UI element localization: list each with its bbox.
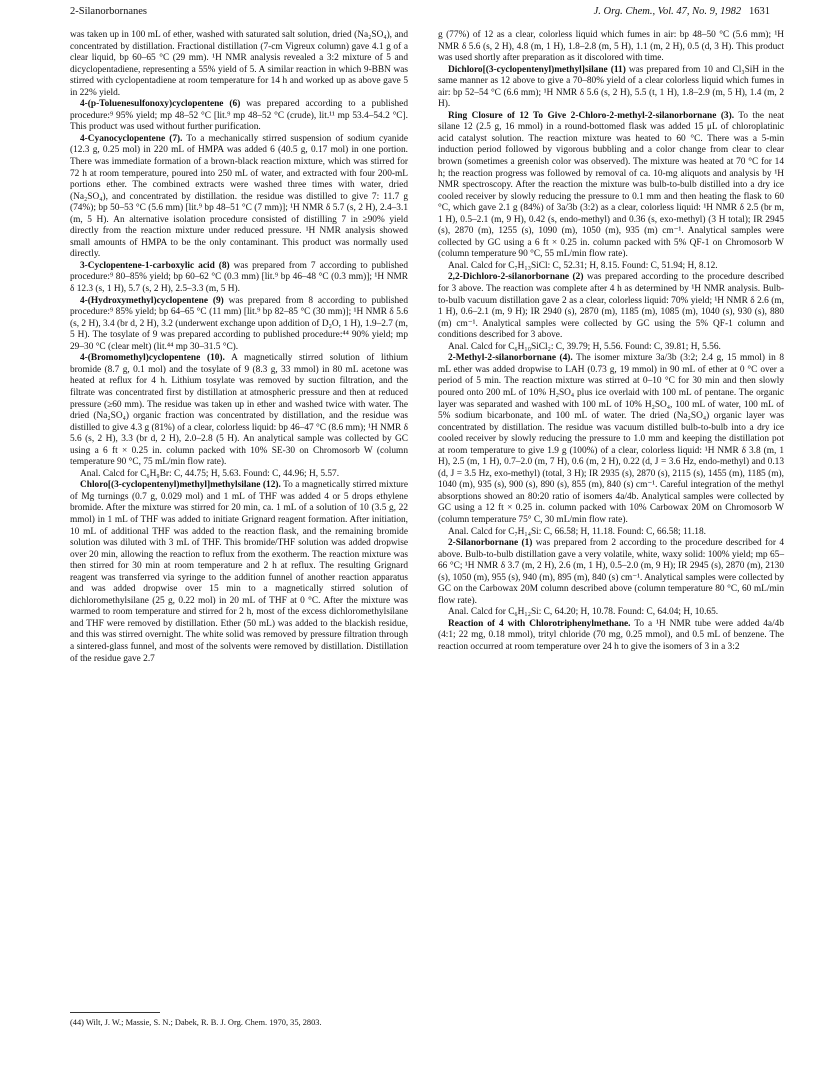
paragraph-text: was prepared from 2 according to the procedure described for 4 above. Bulb-to-bulb distillation gave a very volatile, white, waxy solid: 100% yield; mp 65–66 °C; ¹H NMR δ 3.7 (m, 2 H), 2.6 (m, 1 H), 0.5–2.0 (m, 9 H); IR 2945 (s), 2870 (m), 2130 (s), 1050 (m), 955 (s), 940 (m), 895 (m), 840 (s) cm⁻¹. Analytical samples were collected by GC on the Carbowax 20M column described above (column temperature 80 °C, 60 mL/min flow rate). [438, 538, 785, 606]
left-paragraph [70, 353, 408, 468]
right-paragraph [438, 527, 784, 539]
paragraph-text: Anal. Calcd for C₇H₁₃SiCl: C, 52.31; H, 8.15. Found: C, 51.94; H, 8.12. [448, 260, 718, 271]
right-paragraph [438, 65, 784, 111]
right-paragraph [438, 353, 784, 526]
paragraph-text: The isomer mixture 3a/3b (3:2; 2.4 g, 15 mmol) in 8 mL ether was added dropwise to LAH (0.73 g, 19 mmol) in 90 mL of ether at 0 °C over a period of 5 min. The reaction mixture was stirred at 0–10 °C for 30 min and then slowly poured onto 200 mL of 10% H₂SO₄ plus ice overlaid with 100 mL of pentane. The organic layer was separated and washed with 100 mL of 10% H₂SO₄, 100 mL of water, 100 mL of 5% sodium bicarbonate, and 100 mL of water. The dried (Na₂SO₄) organic layer was concentrated by distillation. The residue was vacuum distilled bulb-to-bulb into a dry ice cooled receiver by slowly reducing the pressure to 1.0 mm and keeping the distillation pot at room temperature to give 1.9 g (100%) of a clear, colorless liquid: ¹H NMR δ 3.8 (m, 1 H), 2.5 (m, 1 H), 0.7–2.0 (m, 7 H), 0.6 (m, 2 H), 0.22 (d, J = 3.6 Hz, endo-methyl) and 0.13 (d, J = 3.5 Hz, exo-methyl) (total, 3 H); IR 2935 (s), 2870 (s), 2115 (s), 1455 (m), 1185 (m), 1040 (m), 935 (s), 900 (s), 890 (s), 855 (m), 840 (s) cm⁻¹. Careful integration of the methyl absorptions showed an 80:20 ratio of isomers 4a/4b. Analytical samples were collected by GC using a 12 ft × 0.25 in. column packed with 10% Carbowax 20M on Chromosorb W (column temperature 75° C, 30 mL/min flow rate). [438, 353, 784, 525]
paragraph-text: Anal. Calcd for C₇H₁₄Si: C, 66.58; H, 11.18. Found: C, 66.58; 11.18. [448, 526, 706, 537]
paragraph-text: Anal. Calcd for C₆H₁₂Si: C, 64.20; H, 10.78. Found: C, 64.04; H, 10.65. [448, 607, 719, 618]
right-paragraph [438, 538, 784, 607]
paragraph-heading: 4-(Bromomethyl)cyclopentene (10). [80, 353, 225, 364]
paragraph-text: was prepared according to the procedure described for 3 above. The reaction was complete after 4 h as determined by ¹H NMR analysis. Bulb-to-bulb vacuum distillation gave 2 as a clear, colorless liquid: 70% yield; ¹H NMR δ 2.6 (m, 1 H), 0.6–2.1 (m, 9 H); IR 2940 (s), 2870 (m), 1185 (m), 1085 (m), 1040 (s), 930 (s), 880 (m) cm⁻¹. Analytical samples were collected by GC using the 5% QF-1 column and conditions described for 3 above. [438, 272, 784, 341]
paragraph-text: To a ¹H NMR tube were added 4a/4b (4:1; 22 mg, 0.18 mmol), trityl chloride (70 mg, 0.25 mmol), and 0.5 mL of benzene. The reaction occurred at room temperature over 24 h to give the isomers of 3 in a 3:2 [438, 618, 784, 652]
journal-citation: J. Org. Chem., Vol. 47, No. 9, 1982 [593, 6, 742, 17]
footnote-rule [70, 1012, 160, 1013]
right-paragraph [438, 607, 784, 619]
left-paragraph [70, 296, 408, 354]
paragraph-text: To a magnetically stirred mixture of Mg turnings (0.7 g, 0.029 mol) and 1 mL of THF was added 4 or 5 drops ethylene bromide. After the mixture was stirred for 20 min, ca. 1 mL of a solution of 10 (3.5 g, 22 mmol) in 1 mL of THF was added to initiate Grignard reagent formation. After initiation, 10 mL of additional THF was added to the reaction flask, and the remaining bromide solution was diluted with 3 mL of THF. This bromide/THF solution was added dropwise over 20 min, allowing the reaction to reflux from the exotherm. The reaction mixture was then stirred for 30 min at room temperature and 2 h at reflux. The resulting Grignard reagent was transferred via syringe to the addition funnel of another reaction apparatus and was added dropwise over 15 min to a magnetically stirred solution of dichloromethylsilane (25 g, 0.22 mol) in 20 mL of THF at 0 °C. After the mixture was warmed to room temperature and stirred for 2 h, most of the excess dichloromethylsilane and THF were removed by distillation. Ether (50 mL) was added to the blackish residue, and this was stirred overnight. The white solid was removed by pressure filtration through a sintered-glass funnel, and most of the solvents were removed by distillation. Distillation of the residue gave 2.7 [70, 480, 408, 664]
left-paragraph [70, 469, 408, 481]
paragraph-text: A magnetically stirred solution of lithium bromide (8.7 g, 0.1 mol) and the tosylate of 9 (8.3 g, 33 mmol) in 80 mL acetone was heated at reflux for 4 h. Lithium tosylate was removed by suction filtration, and the filtrate was concentrated first by distillation at atmospheric pressure and then at reduced pressure (≥60 mm). The residue was taken up in ether and washed twice with water. The dried (Na₂SO₄) organic fraction was concentrated by distillation, and the residue was distilled to give 4.3 g (81%) of a clear, colorless liquid: bp 46–47 °C (8.6 mm); ¹H NMR δ 5.6 (s, 2 H), 3.3 (br d, 2 H), 2.0–2.8 (5 H). An analytical sample was collected by GC using a 6 ft × 0.25 in. column packed with 10% SE-30 on Chromosorb W (column temperature 90 °C, 75 mL/min flow rate). [70, 353, 409, 468]
left-paragraph [70, 480, 408, 665]
page-number: 1631 [749, 6, 770, 17]
left-paragraph [70, 99, 408, 134]
running-header [70, 6, 770, 24]
footnote: (44) Wilt, J. W.; Massie, S. N.; Dabek, R. B. J. Org. Chem. 1970, 35, 2803. [70, 1018, 322, 1027]
paragraph-heading: 3-Cyclopentene-1-carboxylic acid (8) [80, 260, 230, 271]
paragraph-text: Anal. Calcd for C₆H₉Br: C, 44.75; H, 5.63. Found: C, 44.96; H, 5.57. [80, 468, 340, 479]
paragraph-heading: 2-Silanorbornane (1) [448, 538, 533, 549]
left-column [70, 30, 408, 665]
paragraph-heading: 4-Cyanocyclopentene (7). [80, 133, 183, 144]
paragraph-text: To the neat silane 12 (2.5 g, 16 mmol) in a round-bottomed flask was added 15 μL of chloroplatinic acid catalyst solution. The reaction mixture was heated to 60 °C. There was a 5-min induction period followed by vigorous bubbling and a color change from clear to clear brown (sometimes a greenish color was observed). The mixture was heated at 70 °C for 14 h; the reaction progress was followed by removal of ca. 10-mg aliquots and analysis by ¹H NMR spectroscopy. After the reaction the mixture was bulb-to-bulb distilled into a dry ice cooled receiver by slowly reducing the pressure to 0.1 mm and then heating the flask to 60 °C, which gave 2.1 g (84%) of 3a/3b (3:2) as a clear, colorless liquid: ¹H NMR δ 2.5 (br m, 1 H), 0.5–2.1 (m, 9 H), 0.42 (s, endo-methyl) and 0.36 (s, exo-methyl) (3 H total); IR 2945 (s), 2870 (m), 1255 (s), 1090 (m), 1050 (m), 935 (m) cm⁻¹. Analytical samples were collected by GC using a 6 ft × 0.25 in. column packed with 5% QF-1 on Chromosorb W (column temperature 90 °C, 55 mL/min flow rate). [438, 110, 784, 260]
right-paragraph [438, 30, 784, 65]
paragraph-text: To a mechanically stirred suspension of sodium cyanide (12.3 g, 0.25 mol) in 220 mL of HMPA was added 6 (40.5 g, 0.17 mol) in one portion. There was immediate formation of a brown-black reaction mixture, which was stirred for 72 h at room temperature, poured into 250 mL of water, and extracted with four 200-mL portions ether. The combined extracts were washed three times with water, dried (Na₂SO₄), and concentrated by distillation. the residue was distilled to give 7: 11.7 g (74%); bp 50–53 °C (5.6 mm) [lit.⁹ bp 48–51 °C (7 mm)]; ¹H NMR δ 5.7 (s, 2 H), 2.4–3.1 (m, 5 H). An alternative isolation procedure consisted of distilling 7 in ≥90% yield directly from the reaction mixture under reduced pressure. ¹H NMR analysis showed small amounts of HMPA to be the only contaminant. This product was normally used directly. [70, 133, 408, 260]
right-paragraph [438, 111, 784, 261]
paragraph-heading: 2-Methyl-2-silanorbornane (4). [448, 353, 573, 364]
paragraph-text: was prepared from 10 and Cl₃SiH in the same manner as 12 above to give a 70–80% yield of a clear colorless liquid which fumes in air: bp 52–54 °C (6.6 mm); ¹H NMR δ 5.6 (s, 2 H), 5.5 (t, 1 H), 1.8–2.9 (m, 5 H), 1.4 (m, 2 H). [438, 64, 784, 110]
left-paragraph [70, 134, 408, 261]
paragraph-heading: 4-(p-Toluenesulfonoxy)cyclopentene (6) [80, 99, 241, 110]
left-paragraph [70, 30, 408, 99]
paragraph-text: was prepared according to a published procedure:⁹ 95% yield; mp 48–52 °C [lit.⁹ mp 48–52 °C (crude), lit.¹¹ mp 53.4–54.2 °C]. This product was used without further purification. [70, 99, 408, 133]
paragraph-heading: Chloro[(3-cyclopentenyl)methyl]methylsilane (12). [80, 480, 281, 491]
paragraph-text: was taken up in 100 mL of ether, washed with saturated salt solution, dried (Na₂SO₄), and concentrated by distillation. Fractional distillation (7-cm Vigreux column) gave 4.1 g of a clear liquid, bp 60–65 °C (29 mm). ¹H NMR analysis revealed a 3:2 mixture of 5 and dicyclopentadiene, representing a 55% yield of 5. A similar reaction in which 9-BBN was stirred with cyclopentadiene at room temperature for 14 h and worked up as above gave 5 in 22% yield. [70, 30, 408, 98]
right-paragraph [438, 342, 784, 354]
header-journal-page [594, 6, 770, 17]
header-title: 2-Silanorbornanes [70, 6, 147, 17]
paragraph-heading: 2,2-Dichloro-2-silanorbornane (2) [448, 272, 584, 283]
right-paragraph [438, 261, 784, 273]
paragraph-text: was prepared from 8 according to published procedure:⁹ 85% yield; bp 64–65 °C (11 mm) [lit.⁹ bp 82–85 °C (30 mm)]; ¹H NMR δ 5.6 (s, 2 H), 3.4 (br d, 2 H), 3.2 (underwent exchange upon addition of D₂O, 1 H), 1.9–2.7 (m, 5 H). The tosylate of 9 was prepared according to published procedure:⁴⁴ 90% yield; mp 29–30 °C (clear melt) (lit.⁴⁴ mp 30–31.5 °C). [70, 295, 408, 352]
paragraph-heading: 4-(Hydroxymethyl)cyclopentene (9) [80, 295, 224, 306]
paragraph-text: was prepared from 7 according to published procedure:⁹ 80–85% yield; bp 60–62 °C (0.3 mm) [lit.⁹ bp 46–48 °C (0.3 mm)]; ¹H NMR δ 12.3 (s, 1 H), 5.7 (s, 2 H), 2.5–3.3 (m, 5 H). [70, 260, 408, 295]
right-paragraph [438, 619, 784, 654]
paragraph-text: Anal. Calcd for C₆H₁₀SiCl₂: C, 39.79; H, 5.56. Found: C, 39.81; H, 5.56. [448, 341, 721, 352]
paragraph-heading: Ring Closure of 12 To Give 2-Chloro-2-methyl-2-silanorbornane (3). [448, 110, 735, 121]
paragraph-heading: Reaction of 4 with Chlorotriphenylmethane. [448, 618, 631, 629]
left-paragraph [70, 261, 408, 296]
paragraph-text: g (77%) of 12 as a clear, colorless liquid which fumes in air: bp 48–50 °C (5.6 mm); ¹H NMR δ 5.6 (s, 2 H), 4.8 (m, 1 H), 1.8–2.8 (m, 5 H), 1.1 (m, 2 H), 0.5 (d, 3 H). This product was used shortly after preparation as it discolored with time. [438, 30, 784, 64]
right-paragraph [438, 272, 784, 341]
right-column [438, 30, 784, 654]
paragraph-heading: Dichloro[(3-cyclopentenyl)methyl]silane (11) [448, 64, 626, 75]
